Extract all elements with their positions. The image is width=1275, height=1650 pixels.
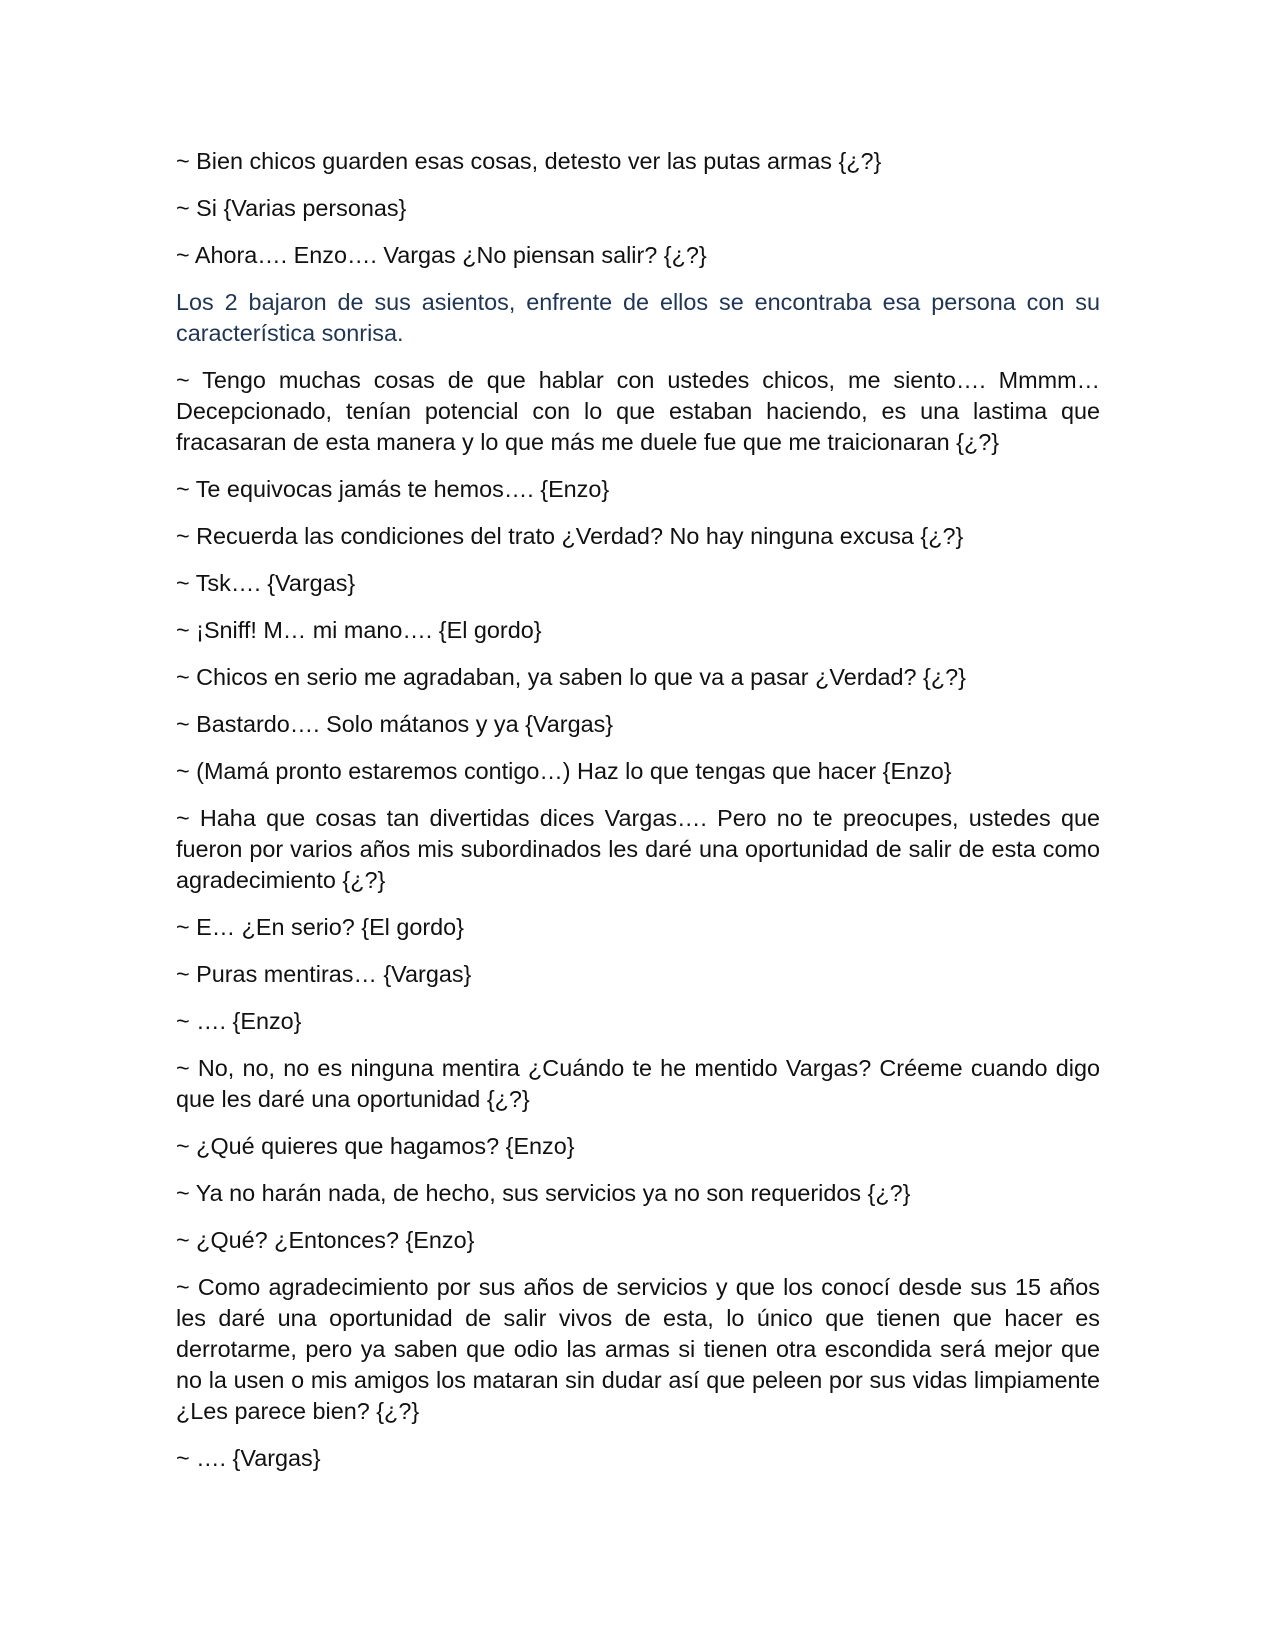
paragraph-12: ~ (Mamá pronto estaremos contigo…) Haz lo que tengas que hacer {Enzo} bbox=[176, 758, 952, 784]
paragraph-13: ~ Haha que cosas tan divertidas dices Vargas…. Pero no te preocupes, ustedes que fueron por varios años mis subordinados les daré una oportunidad de salir de esta como agradecimiento {¿?} bbox=[176, 805, 1100, 893]
paragraph-6: ~ Te equivocas jamás te hemos…. {Enzo} bbox=[176, 476, 610, 502]
paragraph-22: ~ …. {Vargas} bbox=[176, 1445, 321, 1471]
paragraph-1: ~ Bien chicos guarden esas cosas, detesto ver las putas armas {¿?} bbox=[176, 148, 882, 174]
paragraph-8: ~ Tsk…. {Vargas} bbox=[176, 570, 356, 596]
paragraph-21: ~ Como agradecimiento por sus años de servicios y que los conocí desde sus 15 años les daré una oportunidad de salir vivos de esta, lo único que tienen que hacer es derrotarme, pero ya saben que odio las armas si tienen otra escondida será mejor que no la usen o mis amigos los mataran sin dudar así que peleen por sus vidas limpiamente ¿Les parece bien? {¿?} bbox=[176, 1274, 1100, 1424]
paragraph-20: ~ ¿Qué? ¿Entonces? {Enzo} bbox=[176, 1227, 475, 1253]
paragraph-19: ~ Ya no harán nada, de hecho, sus servicios ya no son requeridos {¿?} bbox=[176, 1180, 911, 1206]
paragraph-2: ~ Si {Varias personas} bbox=[176, 195, 407, 221]
paragraph-3: ~ Ahora…. Enzo…. Vargas ¿No piensan salir? {¿?} bbox=[176, 242, 707, 268]
paragraph-10: ~ Chicos en serio me agradaban, ya saben lo que va a pasar ¿Verdad? {¿?} bbox=[176, 664, 966, 690]
paragraph-16: ~ …. {Enzo} bbox=[176, 1008, 302, 1034]
paragraph-9: ~ ¡Sniff! M… mi mano…. {El gordo} bbox=[176, 617, 542, 643]
paragraph-17: ~ No, no, no es ninguna mentira ¿Cuándo te he mentido Vargas? Créeme cuando digo que les daré una oportunidad {¿?} bbox=[176, 1055, 1100, 1112]
document-page bbox=[176, 146, 1100, 1490]
paragraph-5: ~ Tengo muchas cosas de que hablar con ustedes chicos, me siento…. Mmmm… Decepcionado, tenían potencial con lo que estaban haciendo, es una lastima que fracasaran de esta manera y lo que más me duele fue que me traicionaran {¿?} bbox=[176, 367, 1100, 455]
paragraph-11: ~ Bastardo…. Solo mátanos y ya {Vargas} bbox=[176, 711, 614, 737]
paragraph-15: ~ Puras mentiras… {Vargas} bbox=[176, 961, 472, 987]
paragraph-14: ~ E… ¿En serio? {El gordo} bbox=[176, 914, 464, 940]
paragraph-7: ~ Recuerda las condiciones del trato ¿Verdad? No hay ninguna excusa {¿?} bbox=[176, 523, 964, 549]
narration-paragraph: Los 2 bajaron de sus asientos, enfrente de ellos se encontraba esa persona con su característica sonrisa. bbox=[176, 289, 1100, 346]
paragraph-18: ~ ¿Qué quieres que hagamos? {Enzo} bbox=[176, 1133, 575, 1159]
